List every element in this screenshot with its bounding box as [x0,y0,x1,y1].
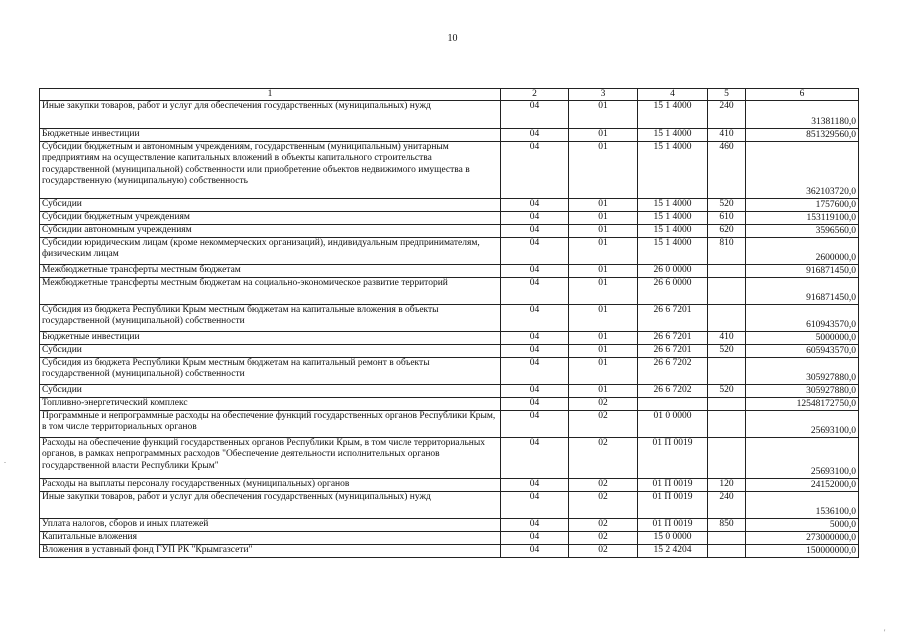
row-target-article: 26 6 7201 [638,305,708,332]
row-subsection: 01 [569,265,638,278]
row-amount: 916871450,0 [746,265,859,278]
row-section: 04 [501,438,569,479]
row-section: 04 [501,278,569,305]
row-subsection: 02 [569,492,638,519]
row-label: Субсидии [40,345,501,358]
row-amount: 150000000,0 [746,545,859,558]
row-target-article: 26 6 7202 [638,358,708,385]
row-section: 04 [501,332,569,345]
row-label: Межбюджетные трансферты местным бюджетам [40,265,501,278]
row-expense-type: 460 [708,142,746,199]
row-label: Программные и непрограммные расходы на обеспечение функций государственных органов Республики Крым, в том числе территориальных органов [40,411,501,438]
row-amount: 24152000,0 [746,479,859,492]
row-amount: 5000,0 [746,519,859,532]
row-subsection: 01 [569,332,638,345]
row-subsection: 01 [569,101,638,129]
row-label: Капитальные вложения [40,532,501,545]
row-subsection: 01 [569,345,638,358]
row-expense-type: 610 [708,212,746,225]
table-row [40,345,859,358]
row-expense-type [708,358,746,385]
row-target-article: 15 1 4000 [638,199,708,212]
header-col-6: 6 [746,89,859,101]
row-label: Иные закупки товаров, работ и услуг для обеспечения государственных (муниципальных) нужд [40,101,501,129]
row-section: 04 [501,411,569,438]
row-amount: 362103720,0 [746,142,859,199]
row-subsection: 02 [569,532,638,545]
row-target-article [638,398,708,411]
row-section: 04 [501,358,569,385]
row-target-article: 15 1 4000 [638,212,708,225]
row-amount: 273000000,0 [746,532,859,545]
row-target-article: 26 6 7201 [638,345,708,358]
header-col-3: 3 [569,89,638,101]
row-subsection: 01 [569,358,638,385]
row-expense-type [708,278,746,305]
row-amount: 305927880,0 [746,385,859,398]
table-row [40,265,859,278]
row-target-article: 01 П 0019 [638,438,708,479]
row-amount: 5000000,0 [746,332,859,345]
header-col-2: 2 [501,89,569,101]
row-amount: 31381180,0 [746,101,859,129]
row-expense-type: 850 [708,519,746,532]
table-row [40,305,859,332]
row-subsection: 02 [569,519,638,532]
row-expense-type [708,438,746,479]
row-expense-type: 810 [708,238,746,265]
row-expense-type: 120 [708,479,746,492]
row-target-article: 26 6 0000 [638,278,708,305]
scan-mark: . [4,456,6,465]
row-expense-type [708,398,746,411]
row-subsection: 02 [569,479,638,492]
header-row [40,89,859,101]
table-row [40,545,859,558]
table-row [40,142,859,199]
row-label: Иные закупки товаров, работ и услуг для обеспечения государственных (муниципальных) нужд [40,492,501,519]
table-row [40,199,859,212]
row-subsection: 01 [569,199,638,212]
row-expense-type: 410 [708,332,746,345]
row-section: 04 [501,492,569,519]
row-target-article: 15 1 4000 [638,225,708,238]
row-expense-type [708,545,746,558]
header-col-5: 5 [708,89,746,101]
row-label: Субсидии бюджетным и автономным учреждениям, государственным (муниципальным) унитарным предприятиям на осуществление капитальных вложений в объекты капитального строительства государственной (муниципальной) собственности или приобретение объектов недвижимого имущества в государственную (муниципальную) собственность [40,142,501,199]
row-section: 04 [501,265,569,278]
row-label: Расходы на обеспечение функций государственных органов Республики Крым, в том числе территориальных органов, в рамках непрограммных расходов "Обеспечение деятельности исполнительных органов государственной власти Республики Крым" [40,438,501,479]
row-subsection: 02 [569,411,638,438]
row-target-article: 01 П 0019 [638,479,708,492]
row-expense-type: 520 [708,199,746,212]
row-label: Субсидии автономным учреждениям [40,225,501,238]
table-row [40,411,859,438]
row-expense-type [708,305,746,332]
row-amount: 12548172750,0 [746,398,859,411]
row-label: Межбюджетные трансферты местным бюджетам на социально-экономическое развитие территорий [40,278,501,305]
table-row [40,479,859,492]
row-amount: 153119100,0 [746,212,859,225]
row-section: 04 [501,212,569,225]
row-section: 04 [501,479,569,492]
row-target-article: 15 2 4204 [638,545,708,558]
row-expense-type: 240 [708,101,746,129]
row-label: Субсидии [40,385,501,398]
row-amount: 605943570,0 [746,345,859,358]
row-subsection: 01 [569,142,638,199]
row-subsection: 01 [569,385,638,398]
table-row [40,532,859,545]
row-subsection: 01 [569,305,638,332]
row-subsection: 01 [569,212,638,225]
row-target-article: 01 П 0019 [638,492,708,519]
row-label: Субсидия из бюджета Республики Крым местным бюджетам на капитальный ремонт в объекты государственной (муниципальной) собственности [40,358,501,385]
row-label: Вложения в уставный фонд ГУП РК "Крымгазсети" [40,545,501,558]
row-expense-type: 240 [708,492,746,519]
row-section: 04 [501,385,569,398]
row-amount: 610943570,0 [746,305,859,332]
table-row [40,398,859,411]
row-subsection: 01 [569,129,638,142]
table-row [40,492,859,519]
row-section: 04 [501,129,569,142]
row-section: 04 [501,238,569,265]
row-section: 04 [501,199,569,212]
table-row [40,278,859,305]
row-expense-type [708,532,746,545]
row-target-article: 26 0 0000 [638,265,708,278]
row-target-article: 15 0 0000 [638,532,708,545]
row-subsection: 02 [569,438,638,479]
row-section: 04 [501,101,569,129]
row-section: 04 [501,345,569,358]
row-amount: 305927880,0 [746,358,859,385]
table-row [40,101,859,129]
row-target-article: 26 6 7202 [638,385,708,398]
row-target-article: 15 1 4000 [638,129,708,142]
row-expense-type: 520 [708,385,746,398]
budget-table [39,88,859,558]
page-number: 10 [447,33,458,44]
row-amount: 1757600,0 [746,199,859,212]
table-row [40,212,859,225]
row-subsection: 02 [569,398,638,411]
row-subsection: 01 [569,238,638,265]
row-target-article: 26 6 7201 [638,332,708,345]
table-row [40,238,859,265]
header-col-1: 1 [40,89,501,101]
row-subsection: 02 [569,545,638,558]
row-amount: 25693100,0 [746,411,859,438]
row-expense-type [708,411,746,438]
row-target-article: 01 П 0019 [638,519,708,532]
row-expense-type: 620 [708,225,746,238]
row-amount: 851329560,0 [746,129,859,142]
table-row [40,358,859,385]
table-row [40,332,859,345]
table-row [40,385,859,398]
row-label: Субсидия из бюджета Республики Крым местным бюджетам на капитальные вложения в объекты государственной (муниципальной) собственности [40,305,501,332]
table-row [40,225,859,238]
row-amount: 3596560,0 [746,225,859,238]
row-amount: 1536100,0 [746,492,859,519]
row-label: Уплата налогов, сборов и иных платежей [40,519,501,532]
row-section: 04 [501,545,569,558]
row-target-article: 01 0 0000 [638,411,708,438]
row-expense-type [708,265,746,278]
row-label: Бюджетные инвестиции [40,129,501,142]
row-target-article: 15 1 4000 [638,142,708,199]
row-label: Бюджетные инвестиции [40,332,501,345]
row-section: 04 [501,225,569,238]
row-target-article: 15 1 4000 [638,238,708,265]
row-subsection: 01 [569,278,638,305]
row-label: Субсидии юридическим лицам (кроме некоммерческих организаций), индивидуальным предпринимателям, физическим лицам [40,238,501,265]
row-amount: 25693100,0 [746,438,859,479]
row-label: Топливно-энергетический комплекс [40,398,501,411]
row-label: Субсидии бюджетным учреждениям [40,212,501,225]
row-subsection: 01 [569,225,638,238]
row-target-article: 15 1 4000 [638,101,708,129]
row-label: Субсидии [40,199,501,212]
row-expense-type: 520 [708,345,746,358]
row-amount: 2600000,0 [746,238,859,265]
row-section: 04 [501,398,569,411]
row-section: 04 [501,142,569,199]
row-section: 04 [501,305,569,332]
table-row [40,129,859,142]
row-section: 04 [501,519,569,532]
table-row [40,438,859,479]
row-label: Расходы на выплаты персоналу государственных (муниципальных) органов [40,479,501,492]
header-col-4: 4 [638,89,708,101]
row-amount: 916871450,0 [746,278,859,305]
row-section: 04 [501,532,569,545]
row-expense-type: 410 [708,129,746,142]
table-row [40,519,859,532]
scan-mark: ' [884,628,886,637]
